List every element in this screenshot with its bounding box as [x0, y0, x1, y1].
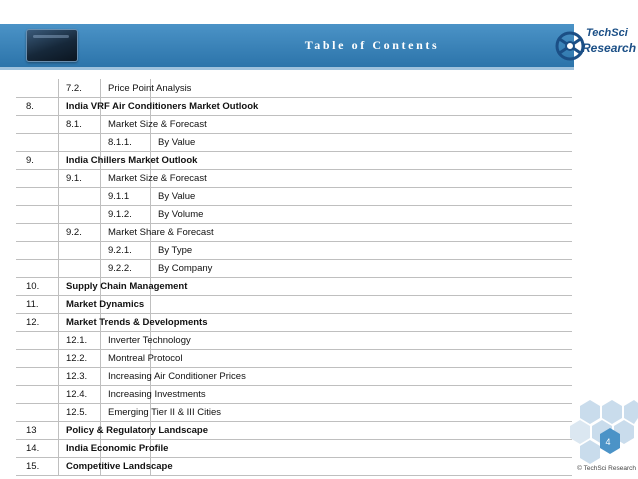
toc-section-title: Competitive Landscape: [66, 461, 173, 472]
table-of-contents: [16, 80, 572, 476]
toc-subsubsection-number: 9.1.2.: [108, 209, 132, 220]
toc-section-number: 8.: [26, 101, 34, 112]
logo-text-line1: TechSci: [586, 27, 628, 39]
table-divider: [100, 133, 101, 152]
table-divider: [100, 367, 101, 386]
toc-subsection-number: 12.3.: [66, 371, 88, 382]
table-divider: [150, 205, 151, 224]
toc-row: [16, 152, 572, 170]
table-divider: [58, 241, 59, 260]
toc-row: [16, 368, 572, 386]
table-divider: [58, 421, 59, 440]
toc-section-title: Policy & Regulatory Landscape: [66, 425, 209, 436]
toc-subsection-number: 12.2.: [66, 353, 88, 364]
toc-row: [16, 224, 572, 242]
toc-section-title: India VRF Air Conditioners Market Outlook: [66, 101, 259, 112]
toc-row: [16, 206, 572, 224]
table-divider: [58, 205, 59, 224]
table-divider: [58, 439, 59, 458]
toc-subsection-title: Increasing Investments: [108, 389, 206, 400]
toc-section-title: Supply Chain Management: [66, 281, 188, 292]
toc-subsection-number: 8.1.: [66, 119, 82, 130]
toc-subsubsection-title: By Value: [158, 137, 196, 148]
toc-subsection-title: Market Size & Forecast: [108, 119, 207, 130]
page-title: Table of Contents: [304, 38, 440, 52]
table-divider: [58, 295, 59, 314]
toc-row: [16, 458, 572, 476]
toc-section-title: India Economic Profile: [66, 443, 169, 454]
toc-subsection-title: Increasing Air Conditioner Prices: [108, 371, 246, 382]
toc-row: [16, 422, 572, 440]
table-divider: [58, 259, 59, 278]
toc-subsection-number: 12.1.: [66, 335, 88, 346]
table-divider: [150, 187, 151, 206]
table-divider: [58, 133, 59, 152]
hexagon-decoration-icon: [560, 398, 638, 468]
toc-subsection-number: 12.4.: [66, 389, 88, 400]
toc-subsubsection-title: By Volume: [158, 209, 204, 220]
table-divider: [58, 223, 59, 242]
toc-row: [16, 404, 572, 422]
toc-row: [16, 242, 572, 260]
toc-subsection-number: 7.2.: [66, 83, 82, 94]
toc-row: [16, 80, 572, 98]
toc-row: [16, 260, 572, 278]
toc-subsection-number: 9.2.: [66, 227, 82, 238]
toc-row: [16, 350, 572, 368]
table-divider: [100, 169, 101, 188]
table-divider: [100, 403, 101, 422]
toc-section-number: 14.: [26, 443, 40, 454]
toc-section-title: Market Dynamics: [66, 299, 145, 310]
toc-subsubsection-title: By Company: [158, 263, 213, 274]
table-divider: [100, 349, 101, 368]
toc-subsubsection-number: 8.1.1.: [108, 137, 132, 148]
toc-row: [16, 188, 572, 206]
toc-subsubsection-title: By Value: [158, 191, 196, 202]
page-number: 4: [605, 437, 611, 447]
table-divider: [58, 403, 59, 422]
table-divider: [100, 79, 101, 98]
table-divider: [100, 331, 101, 350]
toc-row: [16, 314, 572, 332]
logo-text-line2: Research: [582, 41, 637, 55]
table-divider: [58, 115, 59, 134]
table-divider: [58, 187, 59, 206]
toc-row: [16, 170, 572, 188]
table-divider: [58, 331, 59, 350]
table-divider: [150, 295, 151, 314]
slide-header: [0, 0, 638, 68]
table-divider: [58, 97, 59, 116]
toc-subsection-title: Price Point Analysis: [108, 83, 192, 94]
toc-subsubsection-number: 9.2.1.: [108, 245, 132, 256]
table-divider: [100, 187, 101, 206]
table-divider: [100, 241, 101, 260]
toc-row: [16, 332, 572, 350]
toc-section-number: 11.: [26, 299, 39, 310]
table-divider: [58, 79, 59, 98]
table-divider: [58, 277, 59, 296]
table-divider: [150, 259, 151, 278]
table-divider: [58, 169, 59, 188]
copyright-text: © TechSci Research: [577, 465, 636, 472]
toc-subsection-title: Market Share & Forecast: [108, 227, 214, 238]
table-divider: [58, 151, 59, 170]
table-divider: [100, 115, 101, 134]
toc-section-number: 15.: [26, 461, 40, 472]
table-divider: [58, 349, 59, 368]
table-divider: [100, 259, 101, 278]
toc-section-number: 12.: [26, 317, 40, 328]
toc-subsubsection-number: 9.1.1: [108, 191, 130, 202]
table-divider: [150, 133, 151, 152]
toc-section-number: 9.: [26, 155, 34, 166]
toc-row: [16, 116, 572, 134]
toc-subsection-title: Emerging Tier II & III Cities: [108, 407, 221, 418]
toc-subsection-title: Market Size & Forecast: [108, 173, 207, 184]
toc-row: [16, 440, 572, 458]
table-divider: [58, 457, 59, 476]
table-divider: [58, 367, 59, 386]
table-divider: [58, 385, 59, 404]
table-divider: [100, 385, 101, 404]
toc-subsubsection-title: By Type: [158, 245, 193, 256]
toc-subsection-title: Montreal Protocol: [108, 353, 183, 364]
table-divider: [150, 241, 151, 260]
toc-section-title: Market Trends & Developments: [66, 317, 208, 328]
toc-subsection-number: 12.5.: [66, 407, 88, 418]
table-divider: [100, 223, 101, 242]
toc-section-number: 13: [26, 425, 37, 436]
table-divider: [100, 205, 101, 224]
table-divider: [58, 313, 59, 332]
toc-section-title: India Chillers Market Outlook: [66, 155, 198, 166]
toc-subsection-title: Inverter Technology: [108, 335, 191, 346]
toc-subsubsection-number: 9.2.2.: [108, 263, 132, 274]
toc-row: [16, 134, 572, 152]
toc-row: [16, 296, 572, 314]
toc-subsection-number: 9.1.: [66, 173, 82, 184]
toc-row: [16, 278, 572, 296]
header-stripe: [0, 67, 574, 70]
toc-section-number: 10.: [26, 281, 40, 292]
toc-row: [16, 98, 572, 116]
toc-row: [16, 386, 572, 404]
